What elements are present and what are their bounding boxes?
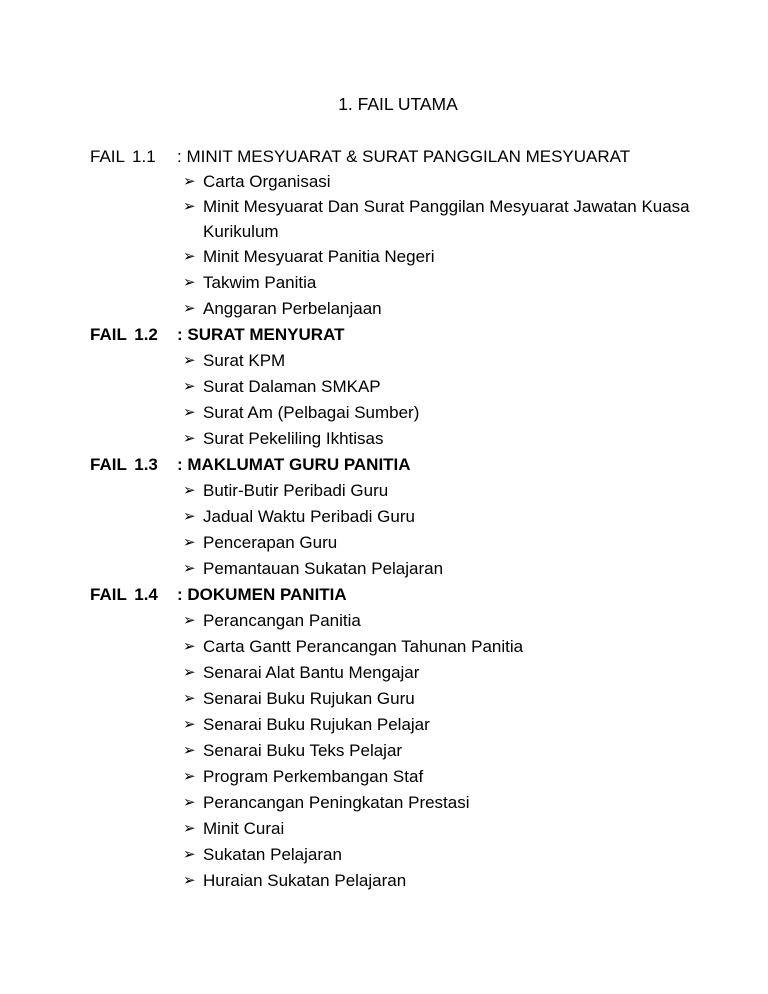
- item-label: Takwim Panitia: [203, 273, 317, 292]
- item-label: Surat Am (Pelbagai Sumber): [203, 403, 420, 422]
- fail-label: FAIL 1.1: [90, 147, 156, 166]
- arrowhead-bullet-icon: ➢: [183, 248, 196, 265]
- item-label: Minit Mesyuarat Dan Surat Panggilan Mesyuarat Jawatan Kuasa Kurikulum: [203, 197, 690, 241]
- item-list: [90, 169, 730, 322]
- list-item: [183, 374, 730, 400]
- item-label: Senarai Buku Rujukan Guru: [203, 689, 415, 708]
- list-item: [183, 712, 730, 738]
- fail-label: FAIL 1.2: [90, 325, 158, 344]
- item-label: Surat Pekeliling Ikhtisas: [203, 429, 384, 448]
- list-item: [183, 244, 730, 270]
- list-item: [183, 400, 730, 426]
- arrowhead-bullet-icon: ➢: [183, 664, 196, 681]
- section-fail-1-3: [90, 452, 730, 582]
- arrowhead-bullet-icon: ➢: [183, 846, 196, 863]
- fail-label: FAIL 1.3: [90, 455, 158, 474]
- section-title: : DOKUMEN PANITIA: [177, 585, 347, 604]
- arrowhead-bullet-icon: ➢: [183, 198, 196, 215]
- list-item: [183, 764, 730, 790]
- item-label: Sukatan Pelajaran: [203, 845, 342, 864]
- item-label: Pemantauan Sukatan Pelajaran: [203, 559, 444, 578]
- arrowhead-bullet-icon: ➢: [183, 690, 196, 707]
- arrowhead-bullet-icon: ➢: [183, 820, 196, 837]
- list-item: [183, 660, 730, 686]
- item-label: Surat Dalaman SMKAP: [203, 377, 381, 396]
- item-label: Program Perkembangan Staf: [203, 767, 424, 786]
- section-title: : SURAT MENYURAT: [177, 325, 345, 344]
- fail-label: FAIL 1.4: [90, 585, 158, 604]
- item-label: Senarai Buku Rujukan Pelajar: [203, 715, 430, 734]
- arrowhead-bullet-icon: ➢: [183, 716, 196, 733]
- arrowhead-bullet-icon: ➢: [183, 430, 196, 447]
- item-list: [90, 478, 730, 582]
- item-label: Minit Curai: [203, 819, 285, 838]
- arrowhead-bullet-icon: ➢: [183, 482, 196, 499]
- item-label: Senarai Buku Teks Pelajar: [203, 741, 403, 760]
- section-title: : MINIT MESYUARAT & SURAT PANGGILAN MESYUARAT: [177, 147, 631, 166]
- list-item: [183, 169, 730, 195]
- list-item: [183, 195, 730, 244]
- section-heading: [90, 582, 730, 608]
- list-item: [183, 504, 730, 530]
- item-label: Surat KPM: [203, 351, 286, 370]
- list-item: [183, 478, 730, 504]
- list-item: [183, 270, 730, 296]
- item-label: Perancangan Peningkatan Prestasi: [203, 793, 470, 812]
- arrowhead-bullet-icon: ➢: [183, 794, 196, 811]
- item-label: Carta Gantt Perancangan Tahunan Panitia: [203, 637, 524, 656]
- item-label: Senarai Alat Bantu Mengajar: [203, 663, 420, 682]
- item-label: Butir-Butir Peribadi Guru: [203, 481, 389, 500]
- list-item: [183, 790, 730, 816]
- section-heading: [90, 452, 730, 478]
- arrowhead-bullet-icon: ➢: [183, 173, 196, 190]
- section-heading: [90, 322, 730, 348]
- section-heading: [90, 145, 730, 169]
- arrowhead-bullet-icon: ➢: [183, 508, 196, 525]
- section-fail-1-1: [90, 145, 730, 322]
- list-item: [183, 868, 730, 894]
- arrowhead-bullet-icon: ➢: [183, 352, 196, 369]
- section-title: : MAKLUMAT GURU PANITIA: [177, 455, 411, 474]
- list-item: [183, 426, 730, 452]
- list-item: [183, 738, 730, 764]
- item-list: [90, 608, 730, 894]
- arrowhead-bullet-icon: ➢: [183, 560, 196, 577]
- item-list: [90, 348, 730, 452]
- list-item: [183, 842, 730, 868]
- list-item: [183, 530, 730, 556]
- list-item: [183, 556, 730, 582]
- item-label: Pencerapan Guru: [203, 533, 338, 552]
- item-label: Jadual Waktu Peribadi Guru: [203, 507, 415, 526]
- arrowhead-bullet-icon: ➢: [183, 404, 196, 421]
- item-label: Minit Mesyuarat Panitia Negeri: [203, 247, 435, 266]
- arrowhead-bullet-icon: ➢: [183, 638, 196, 655]
- section-fail-1-4: [90, 582, 730, 894]
- arrowhead-bullet-icon: ➢: [183, 742, 196, 759]
- list-item: [183, 348, 730, 374]
- arrowhead-bullet-icon: ➢: [183, 872, 196, 889]
- list-item: [183, 816, 730, 842]
- list-item: [183, 608, 730, 634]
- arrowhead-bullet-icon: ➢: [183, 378, 196, 395]
- file-list: [90, 145, 730, 894]
- item-label: Huraian Sukatan Pelajaran: [203, 871, 407, 890]
- arrowhead-bullet-icon: ➢: [183, 768, 196, 785]
- list-item: [183, 296, 730, 322]
- arrowhead-bullet-icon: ➢: [183, 274, 196, 291]
- list-item: [183, 686, 730, 712]
- arrowhead-bullet-icon: ➢: [183, 300, 196, 317]
- item-label: Carta Organisasi: [203, 172, 331, 191]
- arrowhead-bullet-icon: ➢: [183, 612, 196, 629]
- item-label: Perancangan Panitia: [203, 611, 361, 630]
- page-title: 1. FAIL UTAMA: [338, 94, 458, 114]
- arrowhead-bullet-icon: ➢: [183, 534, 196, 551]
- section-fail-1-2: [90, 322, 730, 452]
- list-item: [183, 634, 730, 660]
- item-label: Anggaran Perbelanjaan: [203, 299, 382, 318]
